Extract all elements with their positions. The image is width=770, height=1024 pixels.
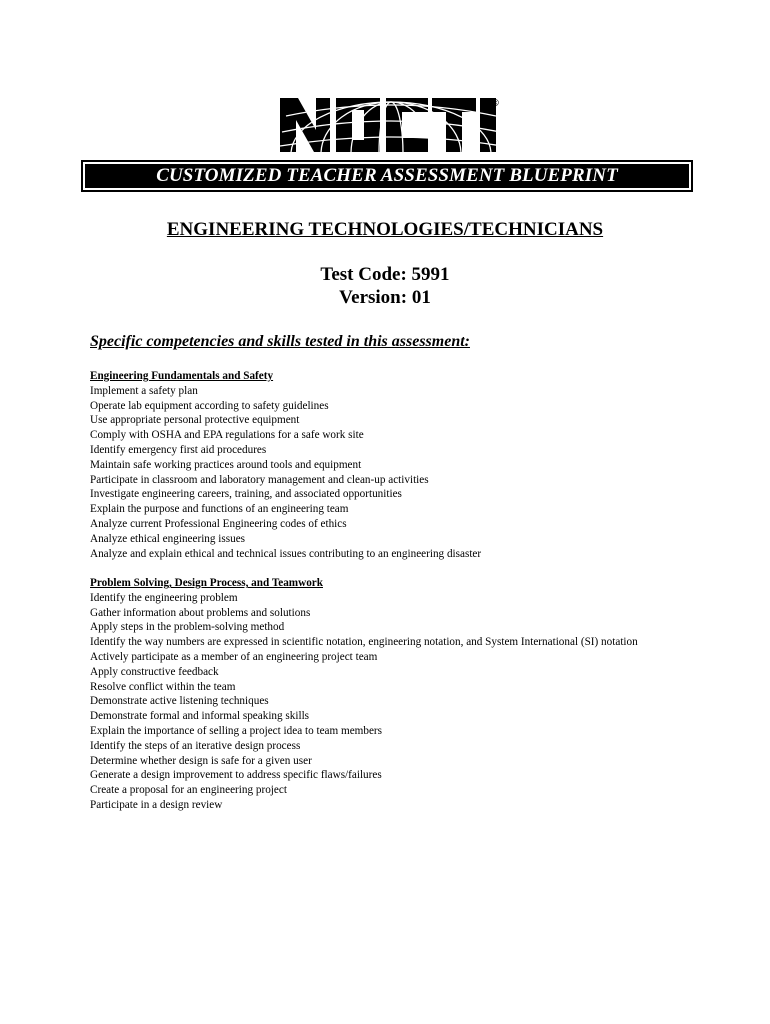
list-item: Demonstrate active listening techniques <box>90 695 269 708</box>
subject-title: ENGINEERING TECHNOLOGIES/TECHNICIANS <box>166 219 604 240</box>
list-item: Identify emergency first aid procedures <box>90 443 267 456</box>
list-item: Comply with OSHA and EPA regulations for a safe work site <box>90 429 364 442</box>
list-item: Gather information about problems and solutions <box>90 606 311 619</box>
list-item: Apply steps in the problem-solving method <box>90 621 285 634</box>
banner-title: CUSTOMIZED TEACHER ASSESSMENT BLUEPRINT <box>156 165 618 186</box>
registered-mark: ® <box>490 98 500 109</box>
list-item: Explain the purpose and functions of an engineering team <box>90 503 349 516</box>
nocti-logo-graphic <box>276 94 506 156</box>
list-item: Analyze current Professional Engineering codes of ethics <box>90 517 347 530</box>
list-item: Maintain safe working practices around tools and equipment <box>90 458 362 471</box>
list-item: Analyze ethical engineering issues <box>90 532 246 545</box>
list-item: Use appropriate personal protective equipment <box>90 414 300 427</box>
list-item: Actively participate as a member of an engineering project team <box>90 650 378 663</box>
list-item: Analyze and explain ethical and technical issues contributing to an engineering disaster <box>90 547 482 560</box>
list-item: Investigate engineering careers, training, and associated opportunities <box>90 488 402 501</box>
list-item: Identify the way numbers are expressed in scientific notation, engineering notation, and System International (SI) notation <box>90 636 638 649</box>
test-code: Test Code: 5991 <box>320 264 450 285</box>
list-item: Demonstrate formal and informal speaking skills <box>90 710 310 723</box>
section-title: Problem Solving, Design Process, and Teamwork <box>90 577 323 589</box>
version: Version: 01 <box>339 287 431 308</box>
list-item: Resolve conflict within the team <box>90 680 236 693</box>
list-item: Generate a design improvement to address specific flaws/failures <box>90 769 382 782</box>
list-item: Apply constructive feedback <box>90 665 219 678</box>
list-item: Implement a safety plan <box>90 384 198 397</box>
list-item: Identify the engineering problem <box>90 591 238 604</box>
nocti-logo <box>276 94 506 156</box>
list-item: Participate in classroom and laboratory management and clean-up activities <box>90 473 429 486</box>
list-item: Operate lab equipment according to safety guidelines <box>90 399 329 412</box>
section-problem-solving <box>90 576 730 813</box>
section-title: Engineering Fundamentals and Safety <box>90 370 274 382</box>
list-item: Explain the importance of selling a project idea to team members <box>90 724 383 737</box>
list-item: Create a proposal for an engineering project <box>90 784 287 797</box>
section-engineering-fundamentals <box>90 369 730 561</box>
list-item: Identify the steps of an iterative design process <box>90 739 301 752</box>
intro-heading: Specific competencies and skills tested in this assessment: <box>90 333 470 350</box>
list-item: Determine whether design is safe for a given user <box>90 754 312 767</box>
title-banner <box>81 160 693 192</box>
list-item: Participate in a design review <box>90 798 223 811</box>
